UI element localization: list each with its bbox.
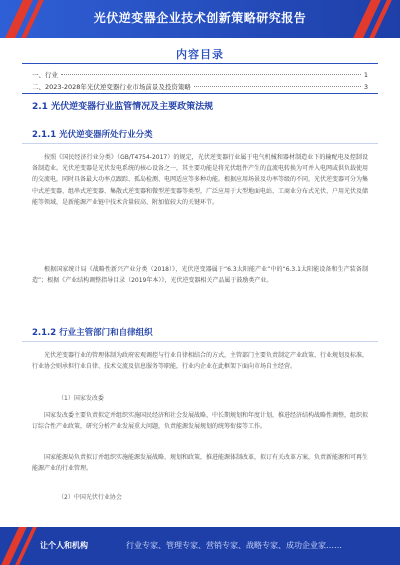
- subsection-heading: 2.1.1 光伏逆变器所处行业分类: [32, 130, 153, 140]
- toc-leader-dots: [194, 86, 361, 87]
- toc-divider: [22, 63, 378, 64]
- list-item-heading: （2）中国光伏行业协会: [58, 494, 122, 501]
- toc-entry-label: 一、行业: [32, 71, 58, 79]
- toc-entry[interactable]: [32, 70, 368, 79]
- toc-entry-page: 1: [363, 71, 368, 79]
- paragraph: 国家发改委主要负责拟定并组织实施国民经济和社会发展战略、中长期规划和年度计划，推进经济结构战略性调整，组织拟订综合性产业政策，研究分析产业发展重大问题，负责能源发展规划的统筹衔接等工作。: [32, 412, 368, 431]
- header-banner: [0, 0, 400, 38]
- toc-divider: [22, 93, 378, 94]
- toc-entry-label: 二、2023-2028年光伏逆变器行业市场前景及投资策略: [32, 83, 191, 91]
- footer-slogan: 让个人和机构: [40, 541, 88, 550]
- toc-entry[interactable]: [32, 82, 368, 91]
- report-title: 光伏逆变器企业技术创新策略研究报告: [93, 11, 307, 25]
- paragraph: 按照《国民经济行业分类》（GB/T4754-2017）的规定，光伏逆变器行业属于电气机械和器材制造业下的输配电及控制设备制造业。光伏逆变器是光伏发电系统的核心设备之一，其主要功能是将光伏组件产生的直流电转换为可并入电网或供负载使用的交流电，同时具备最大功率点跟踪、孤岛检测、电网适应等多种功能。根据应用场景及功率等级的不同，光伏逆变器可分为集中式逆变器、组串式逆变器、集散式逆变器和微型逆变器等类型，广泛应用于大型地面电站、工商业分布式光伏、户用光伏及储能等领域，是新能源产业链中技术含量较高、附加值较大的关键环节。: [32, 154, 368, 206]
- subsection-rule: [22, 341, 378, 342]
- paragraph: 光伏逆变器行业的管理体制为政府宏观调控与行业自律相结合的方式，主管部门主要负责制定产业政策、行业规划及标准，行业协会则承担行业自律、技术交流及信息服务等职能，行业内企业在此框架下面向市场自主经营。: [32, 352, 368, 371]
- list-item-heading: （1）国家发改委: [58, 395, 104, 402]
- subsection-heading: 2.1.2 行业主管部门和自律组织: [32, 328, 153, 338]
- toc-leader-dots: [61, 74, 361, 75]
- footer-expert-list: 行业专家、管理专家、营销专家、战略专家、成功企业家……: [126, 541, 342, 550]
- toc-title: 内容目录: [176, 48, 224, 61]
- toc-entry-page: 3: [363, 83, 368, 91]
- footer-banner: [0, 527, 400, 565]
- paragraph: 国家能源局负责拟订并组织实施能源发展战略、规划和政策，推进能源体制改革，拟订有关改革方案，负责新能源和可再生能源产业的行业管理。: [32, 454, 368, 473]
- paragraph: 根据国家统计局《战略性新兴产业分类（2018）》，光伏逆变器属于“6.3太阳能产业”中的“6.3.1太阳能设备和生产装备制造”；根据《产业结构调整指导目录（2019年本）》，光伏逆变器相关产品属于鼓励类产业。: [32, 266, 368, 285]
- section-heading: 2.1 光伏逆变器行业监管情况及主要政策法规: [32, 102, 214, 112]
- subsection-rule: [22, 143, 378, 144]
